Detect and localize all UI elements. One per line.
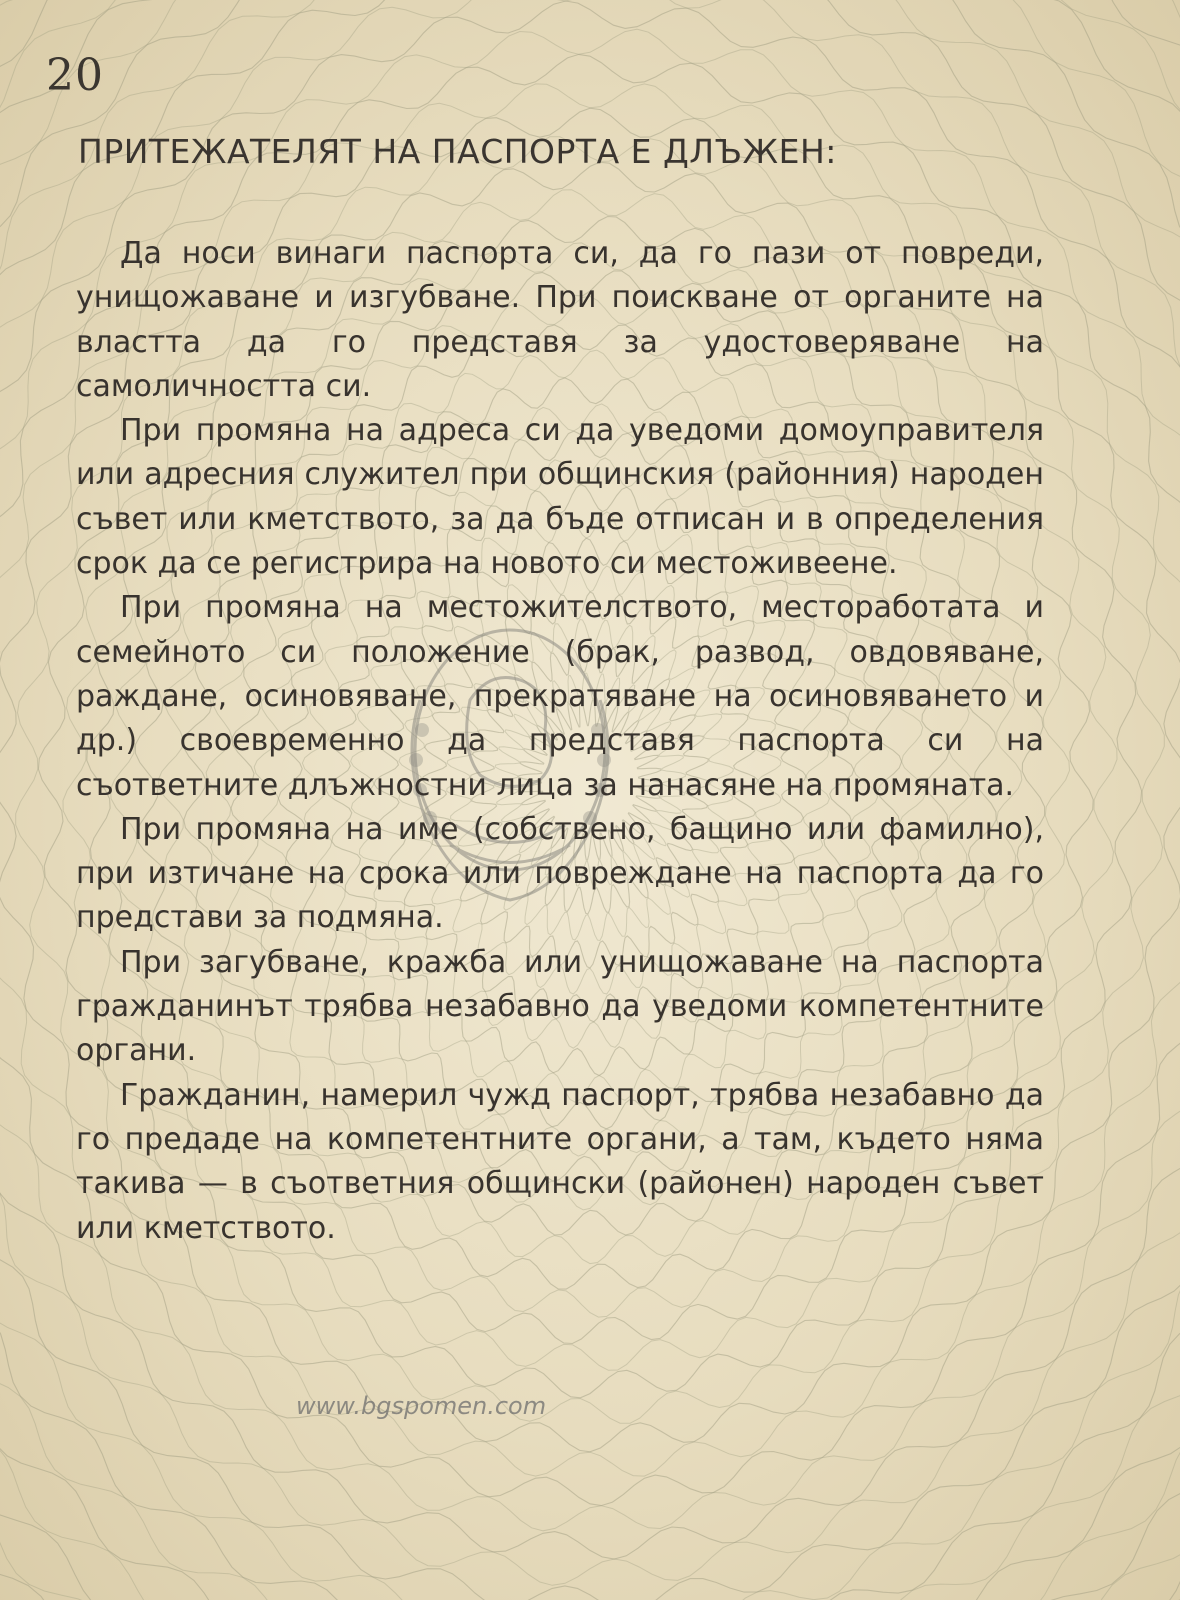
page-number: 20 <box>46 50 104 101</box>
obligations-text <box>76 232 1044 1251</box>
section-heading: ПРИТЕЖАТЕЛЯТ НА ПАСПОРТА Е ДЛЪЖЕН: <box>78 132 837 171</box>
website-watermark: www.bgspomen.com <box>296 1392 547 1420</box>
paragraph-found-passport: Гражданин, намерил чужд паспорт, трябва незабавно да го предаде на компетентните органи, а там, където няма такива — в съответния общински (районен) народен съвет или кметството. <box>76 1077 1044 1246</box>
paragraph-loss-theft: При загубване, кражба или унищожаване на паспорта гражданинът трябва незабавно да уведоми компетентните органи. <box>76 944 1044 1069</box>
paragraph-carry-passport: Да носи винаги паспорта си, да го пази от повреди, унищожаване и изгубване. При поискване от органите на властта да го представя за удостоверяване на самоличността си. <box>76 236 1044 404</box>
paragraph-residence-change: При промяна на местожителството, месторaботата и семейното си положение (брак, развод, овдовяване, раждане, осиновяване, прекратяване на осиновяването и др.) своевременно да представя паспорта си на съответните длъжностни лица за нанасяне на промяната. <box>76 590 1044 803</box>
paragraph-address-change: При промяна на адреса си да уведоми домоуправителя или адресния служител при общинския (районния) народен съвет или кметството, за да бъде отписан и в определения срок да се регистрира на новото си местоживеене. <box>76 413 1044 582</box>
paragraph-name-change: При промяна на име (собствено, бащино или фамилно), при изтичане на срока или повреждане на паспорта да го представи за подмяна. <box>76 811 1044 936</box>
